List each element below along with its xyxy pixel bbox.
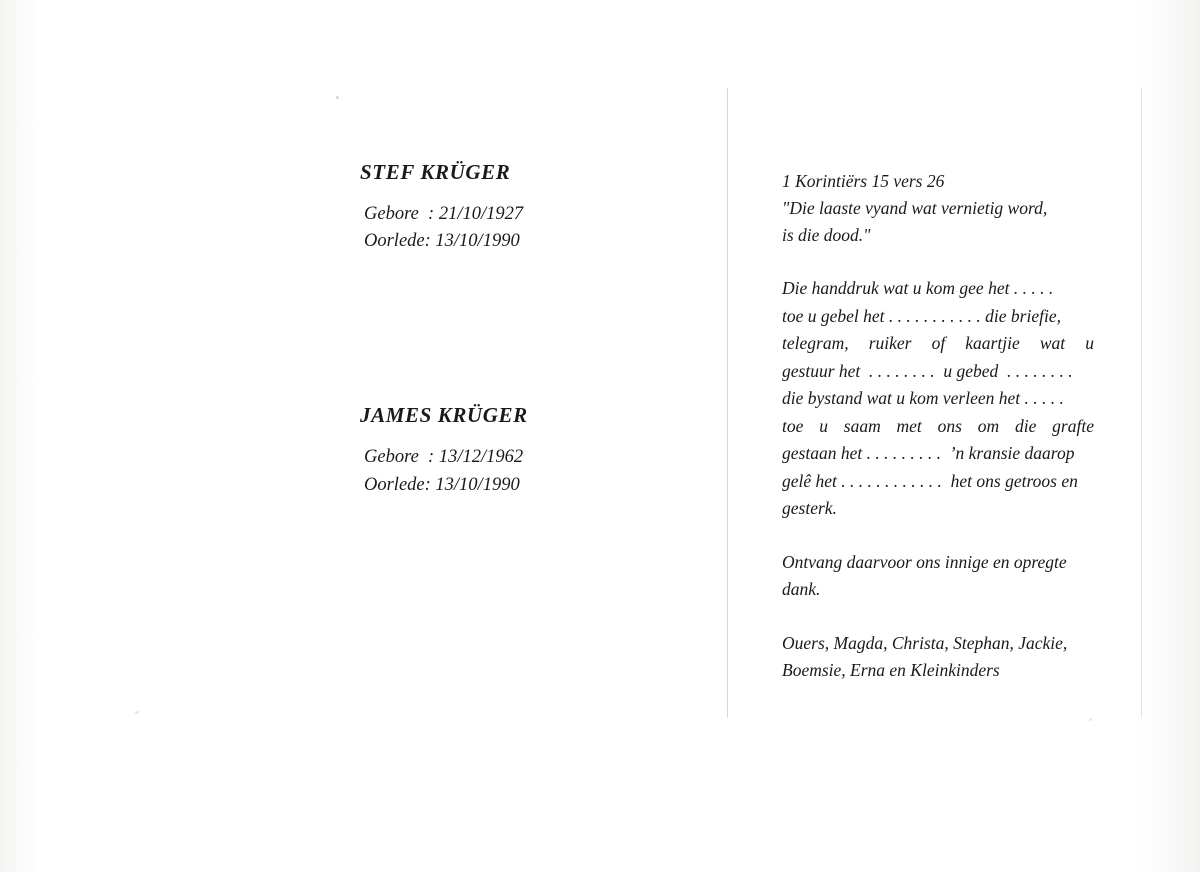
thanks-word: ons: [937, 415, 962, 436]
birth-date-row: [364, 201, 690, 228]
thanks-word: om: [977, 415, 1000, 436]
thanks-word: grafte: [1052, 415, 1094, 436]
person-entry-2: [360, 403, 690, 498]
thanks-line: Die handdruk wat u kom gee het . . . . .: [782, 278, 1054, 299]
thanks-line: toe u gebel het . . . . . . . . . . . die briefie,: [782, 305, 1061, 326]
verse-line-1: "Die laaste vyand wat vernietig word,: [782, 198, 1048, 219]
thanks-word: met: [896, 415, 922, 436]
death-date-row: [364, 472, 690, 499]
verse-reference: 1 Korintiërs 15 vers 26: [782, 171, 945, 191]
signoff-line-2: Boemsie, Erna en Kleinkinders: [782, 660, 1000, 680]
thanks-word: u: [1085, 333, 1094, 354]
thanks-paragraph: [782, 275, 1094, 522]
thanks-line-justified: [782, 413, 1094, 440]
scan-speck: [336, 96, 339, 99]
closing-line-1: Ontvang daarvoor ons innige en opregte: [782, 551, 1067, 572]
thanks-word: toe: [782, 415, 804, 436]
scan-speck: [135, 711, 139, 714]
thanks-word: of: [931, 333, 946, 354]
thanks-word: kaartjie: [965, 333, 1020, 354]
birth-label: Gebore :: [364, 447, 435, 468]
birth-label: Gebore :: [364, 204, 435, 224]
death-label: Oorlede:: [364, 231, 431, 252]
verse-line-2: is die dood.": [782, 225, 871, 246]
thanks-word: telegram,: [782, 333, 849, 354]
card-right-edge: [1141, 88, 1142, 718]
closing-line-2: dank.: [782, 579, 821, 600]
thanks-line: gelê het . . . . . . . . . . . . het ons getroos en: [782, 470, 1078, 491]
thanks-word: u: [819, 415, 828, 436]
spacer: [782, 604, 1094, 630]
scan-speck: [1089, 718, 1092, 721]
thanks-line: die bystand wat u kom verleen het . . . . .: [782, 388, 1064, 409]
death-value: 13/10/1990: [435, 231, 520, 252]
person-dates: [360, 444, 690, 498]
person-name: JAMES KRÜGER: [360, 403, 528, 428]
birth-value: 21/10/1927: [438, 204, 524, 224]
death-date-row: [364, 228, 690, 255]
death-value: 13/10/1990: [435, 474, 520, 495]
birth-value: 13/12/1962: [438, 447, 524, 468]
thanks-line: gestuur het . . . . . . . . u gebed . . . . . . . .: [782, 360, 1073, 381]
thanks-line: gesterk.: [782, 498, 837, 519]
thanks-line: gestaan het . . . . . . . . . ’n kransie daarop: [782, 443, 1075, 464]
person-entry-1: [360, 160, 690, 255]
thanks-word: ruiker: [868, 333, 912, 354]
spacer: [782, 249, 1094, 275]
right-page: [782, 168, 1094, 684]
person-name: STEF KRÜGER: [360, 160, 511, 184]
person-dates: [360, 201, 690, 255]
birth-date-row: [364, 444, 690, 471]
thanks-line-justified: [782, 330, 1094, 357]
thanks-word: saam: [843, 415, 881, 436]
spacer: [782, 523, 1094, 549]
signoff-line-1: Ouers, Magda, Christa, Stephan, Jackie,: [782, 632, 1068, 653]
thanks-word: die: [1014, 415, 1037, 436]
left-page: [360, 160, 690, 499]
thanks-word: wat: [1039, 333, 1066, 354]
card-fold-line: [727, 88, 728, 718]
death-label: Oorlede:: [364, 474, 431, 495]
